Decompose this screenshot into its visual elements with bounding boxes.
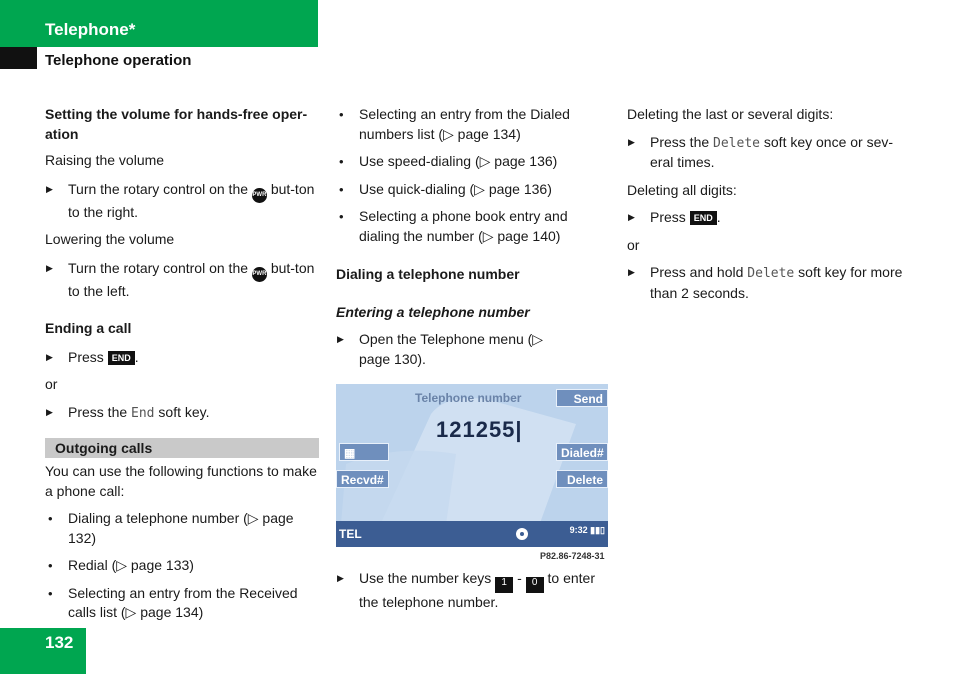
hold-delete-step bbox=[627, 263, 907, 303]
step-text: Press the bbox=[650, 133, 710, 150]
step-text: Turn the rotary control on the bbox=[68, 180, 249, 197]
step-text: soft key for more than 2 seconds. bbox=[650, 264, 903, 301]
raising-label: Raising the volume bbox=[45, 152, 165, 168]
list-item: • Dialing a telephone number (▷ page 132) bbox=[45, 509, 319, 548]
signal-icon: 9:32 ▮▮▯ bbox=[569, 525, 605, 535]
list-item: • Redial (▷ page 133) bbox=[45, 556, 319, 576]
step-text: to enter the telephone number. bbox=[359, 570, 596, 610]
column-3 bbox=[627, 105, 907, 303]
softkey-name: Delete bbox=[713, 135, 760, 151]
end-step bbox=[627, 208, 907, 228]
step-text: Press bbox=[68, 348, 104, 365]
step-text: Press the bbox=[68, 403, 128, 420]
column-1 bbox=[45, 105, 319, 623]
screen-label: Telephone number bbox=[415, 391, 522, 405]
raise-step bbox=[45, 180, 319, 223]
or-text: or bbox=[627, 236, 640, 253]
open-menu-step: ▶ Open the Telephone menu (▷ page 130). bbox=[336, 330, 559, 369]
end-step bbox=[45, 348, 319, 368]
step-text: Use the number keys bbox=[359, 570, 492, 586]
softkey-name: Delete bbox=[747, 266, 795, 281]
list-item: • Selecting a phone book entry and dialing the number (▷ page 140) bbox=[336, 207, 610, 246]
entering-heading: Entering a telephone number bbox=[336, 303, 530, 320]
tel-label: TEL bbox=[339, 527, 362, 541]
step-text: . bbox=[716, 209, 721, 225]
end-key-icon: END bbox=[108, 351, 135, 365]
delete-step bbox=[627, 133, 907, 173]
end-softkey-step bbox=[45, 403, 319, 424]
step-text: Press and hold bbox=[650, 264, 744, 280]
key-1-icon: 1 bbox=[495, 577, 513, 593]
softkey-name: End bbox=[131, 405, 155, 421]
outgoing-calls-heading: Outgoing calls bbox=[45, 438, 319, 458]
number-keys-step bbox=[336, 569, 610, 613]
list-item: • Use speed-dialing (▷ page 136) bbox=[336, 152, 610, 172]
step-text: Press bbox=[650, 209, 686, 225]
page-number: 132 bbox=[45, 633, 74, 652]
list-item: • Use quick-dialing (▷ page 136) bbox=[336, 180, 610, 200]
ok-icon bbox=[516, 528, 528, 540]
ending-call-heading: Ending a call bbox=[45, 320, 132, 336]
page-subtitle: Telephone operation bbox=[45, 52, 192, 69]
key-0-icon: 0 bbox=[526, 577, 544, 593]
step-text: but-ton to the left. bbox=[68, 259, 315, 299]
column-2-bottom bbox=[336, 569, 610, 613]
pwr-button-icon: PWR bbox=[252, 188, 267, 203]
volume-heading: Setting the volume for hands-free oper-ation bbox=[45, 106, 308, 142]
step-text: soft key. bbox=[158, 403, 210, 420]
column-2 bbox=[336, 105, 610, 369]
send-softkey[interactable]: Send bbox=[556, 389, 608, 407]
step-text: soft key once or sev-eral times. bbox=[650, 133, 894, 170]
deleting-last-label: Deleting the last or several digits: bbox=[627, 106, 834, 122]
list-item: • Selecting an entry from the Received calls list (▷ page 134) bbox=[45, 584, 319, 623]
phonebook-icon: ▦ bbox=[344, 446, 356, 460]
lowering-label: Lowering the volume bbox=[45, 231, 175, 247]
outgoing-intro: You can use the following functions to make a phone call: bbox=[45, 463, 317, 499]
pwr-button-icon: PWR bbox=[252, 267, 267, 282]
end-key-icon: END bbox=[690, 211, 717, 225]
figure-caption: P82.86-7248-31 bbox=[540, 551, 605, 561]
telephone-screen bbox=[336, 384, 608, 547]
phonebook-softkey[interactable] bbox=[339, 443, 389, 461]
lower-step bbox=[45, 259, 319, 302]
screen-number: 121255| bbox=[436, 417, 523, 442]
dialing-heading: Dialing a telephone number bbox=[336, 266, 520, 282]
header-marker bbox=[0, 47, 37, 69]
deleting-all-label: Deleting all digits: bbox=[627, 181, 737, 198]
or-text: or bbox=[45, 376, 58, 392]
section-title: Telephone* bbox=[45, 20, 136, 39]
step-text: Turn the rotary control on the bbox=[68, 259, 249, 276]
delete-softkey[interactable]: Delete bbox=[556, 470, 608, 488]
dialed-softkey[interactable]: Dialed# bbox=[556, 443, 608, 461]
clock: 9:32 bbox=[569, 525, 588, 535]
step-text: - bbox=[517, 570, 522, 586]
list-item: • Selecting an entry from the Dialed numbers list (▷ page 134) bbox=[336, 105, 610, 144]
step-text: but-ton to the right. bbox=[68, 180, 315, 220]
screen-status-bar bbox=[336, 521, 608, 547]
step-text: . bbox=[134, 348, 139, 365]
recvd-softkey[interactable]: Recvd# bbox=[336, 470, 389, 488]
